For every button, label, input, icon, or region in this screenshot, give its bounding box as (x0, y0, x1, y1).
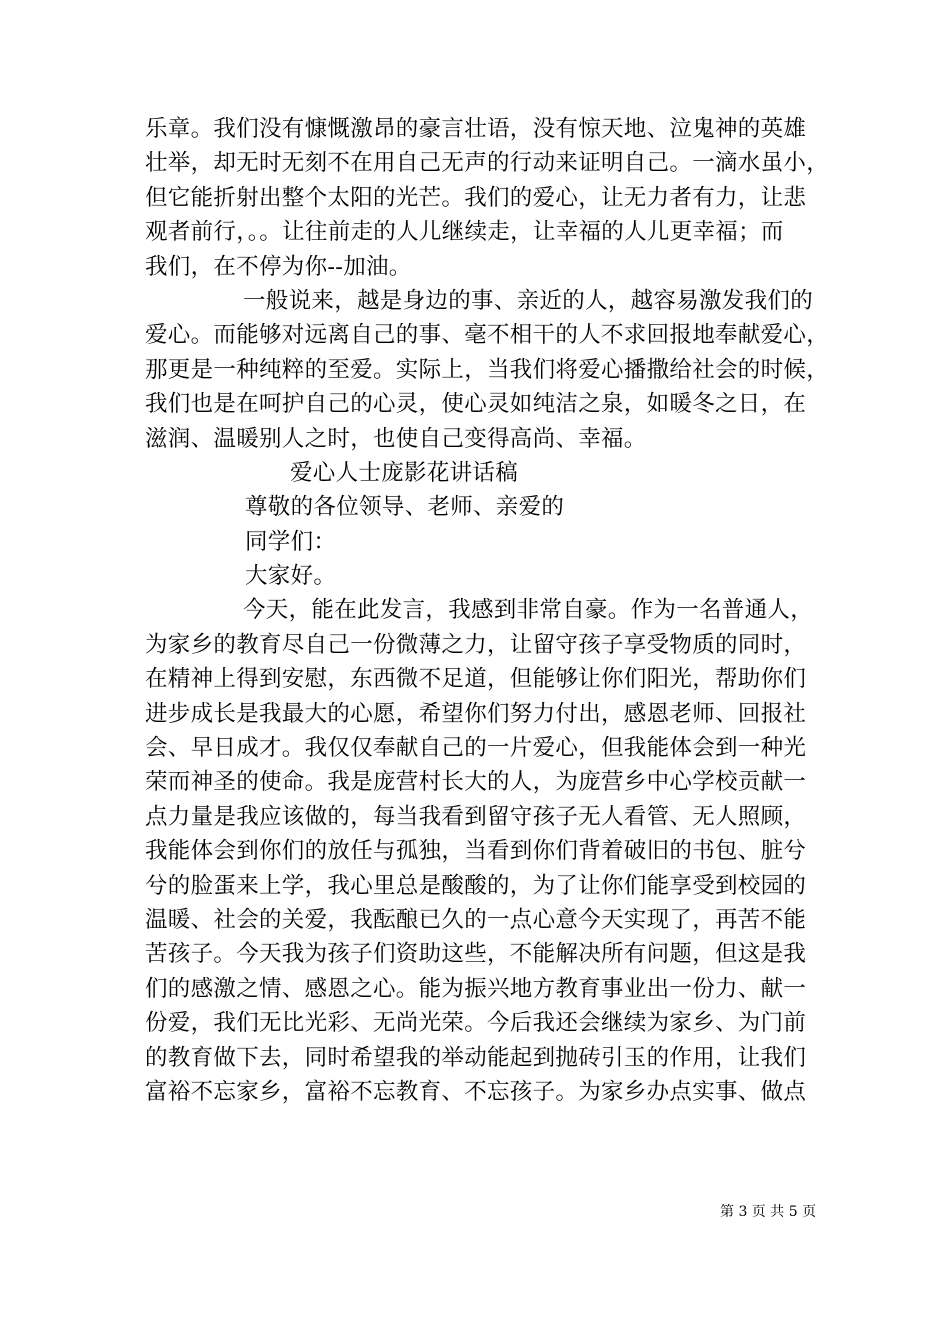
text-line: 富裕不忘家乡，富裕不忘教育、不忘孩子。为家乡办点实事、做点 (145, 1078, 807, 1105)
greeting-line: 大家好。 (245, 563, 337, 590)
paragraph-start-line: 今天，能在此发言，我感到非常自豪。作为一名普通人， (243, 597, 814, 624)
text-line: 我们也是在呵护自己的心灵，使心灵如纯洁之泉，如暖冬之日，在 (145, 391, 807, 418)
paragraph-start-line: 一般说来，越是身边的事、亲近的人，越容易激发我们的 (243, 287, 814, 314)
salutation-line: 同学们： (245, 528, 337, 555)
text-line: 那更是一种纯粹的至爱。实际上，当我们将爱心播撒给社会的时候， (145, 356, 830, 383)
text-line: 壮举，却无时无刻不在用自己无声的行动来证明自己。一滴水虽小， (145, 150, 830, 177)
text-line: 温暖、社会的关爱，我酝酿已久的一点心意今天实现了，再苦不能 (145, 906, 807, 933)
text-line: 的教育做下去，同时希望我的举动能起到抛砖引玉的作用，让我们 (145, 1044, 807, 1071)
text-line: 观者前行，。。让往前走的人儿继续走，让幸福的人儿更幸福；而 (145, 219, 784, 246)
text-line: 滋润、温暖别人之时，也使自己变得高尚、幸福。 (145, 425, 647, 452)
text-line: 份爱，我们无比光彩、无尚光荣。今后我还会继续为家乡、为门前 (145, 1010, 807, 1037)
text-line: 在精神上得到安慰，东西微不足道，但能够让你们阳光，帮助你们 (145, 666, 807, 693)
text-line: 点力量是我应该做的，每当我看到留守孩子无人看管、无人照顾， (145, 803, 807, 830)
text-line: 苦孩子。今天我为孩子们资助这些，不能解决所有问题，但这是我 (145, 941, 807, 968)
text-line: 乐章。我们没有慷慨激昂的豪言壮语，没有惊天地、泣鬼神的英雄 (145, 116, 807, 142)
text-line: 荣而神圣的使命。我是庞营村长大的人，为庞营乡中心学校贡献一 (145, 769, 807, 796)
document-body (145, 112, 830, 1109)
text-line: 我能体会到你们的放任与孤独，当看到你们背着破旧的书包、脏兮 (145, 838, 807, 865)
text-line: 进步成长是我最大的心愿，希望你们努力付出，感恩老师、回报社 (145, 700, 807, 727)
text-line: 会、早日成才。我仅仅奉献自己的一片爱心，但我能体会到一种光 (145, 735, 807, 762)
text-line: 我们，在不停为你--加油。 (145, 253, 412, 280)
salutation-line: 尊敬的各位领导、老师、亲爱的 (245, 494, 565, 521)
page-number-footer: 第 3 页 共 5 页 (720, 1204, 817, 1220)
text-line: 为家乡的教育尽自己一份微薄之力，让留守孩子享受物质的同时， (145, 631, 807, 658)
text-line: 爱心。而能够对远离自己的事、毫不相干的人不求回报地奉献爱心， (145, 322, 830, 349)
text-line: 兮的脸蛋来上学，我心里总是酸酸的，为了让你们能享受到校园的 (145, 872, 807, 899)
text-line: 但它能折射出整个太阳的光芒。我们的爱心，让无力者有力，让悲 (145, 184, 807, 211)
text-line: 们的感激之情、感恩之心。能为振兴地方教育事业出一份力、献一 (145, 975, 807, 1002)
speech-title: 爱心人士庞影花讲话稿 (290, 459, 519, 486)
